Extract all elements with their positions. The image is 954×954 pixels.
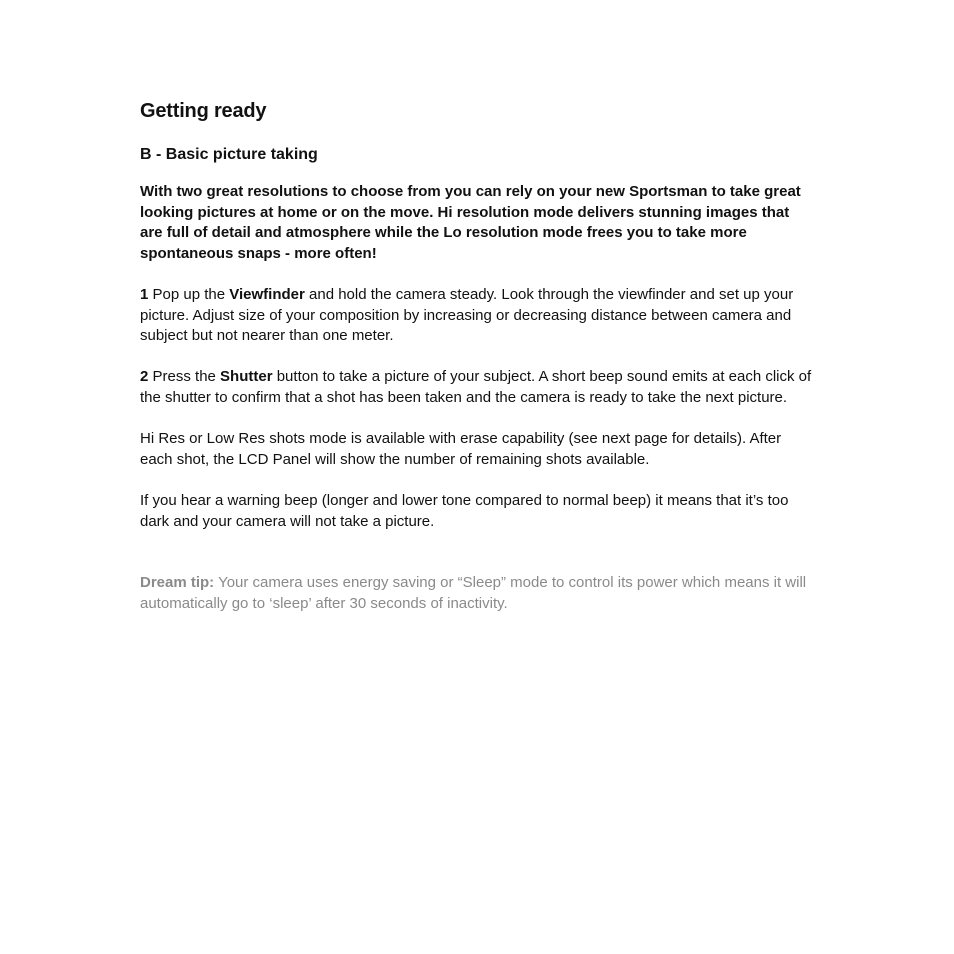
page-title: Getting ready [140, 100, 267, 122]
warning-beep-paragraph: If you hear a warning beep (longer and lower tone compared to normal beep) it means that it’s too dark and your camera will not take a picture. [140, 491, 789, 530]
dream-tip-text: Your camera uses energy saving or “Sleep” mode to control its power which means it will automatically go to ‘sleep’ after 30 seconds of inactivity. [140, 574, 807, 612]
step-2-text-post: button to take a picture of your subject. A short beep sound emits at each click of the shutter to confirm that a shot has been taken and the camera is ready to take the next picture. [140, 368, 812, 406]
step-1-paragraph [140, 285, 812, 347]
step-2-text-pre: Press the [148, 368, 221, 386]
section-title: B - Basic picture taking [140, 146, 318, 163]
step-1-text-pre: Pop up the [148, 285, 230, 303]
step-2-number: 2 [140, 368, 149, 386]
step-1-text-post: and hold the camera steady. Look through the viewfinder and set up your picture. Adjust size of your composition by increasing or decreasing distance between camera and subject but not nearer than one meter. [140, 285, 794, 345]
viewfinder-term: Viewfinder [229, 285, 305, 303]
dream-tip-label: Dream tip: [140, 574, 215, 592]
resolution-mode-paragraph: Hi Res or Low Res shots mode is available with erase capability (see next page for details). After each shot, the LCD Panel will show the number of remaining shots available. [140, 430, 782, 468]
dream-tip [140, 573, 812, 614]
intro-paragraph: With two great resolutions to choose from you can rely on your new Sportsman to take great looking pictures at home or on the move. Hi resolution mode delivers stunning images that are full of detail and atmosphere while the Lo resolution mode frees you to take more spontaneous snaps - more often! [140, 183, 801, 262]
step-2-paragraph [140, 367, 812, 408]
step-1-number: 1 [140, 285, 149, 303]
shutter-term: Shutter [220, 368, 273, 386]
document-page [140, 96, 812, 614]
